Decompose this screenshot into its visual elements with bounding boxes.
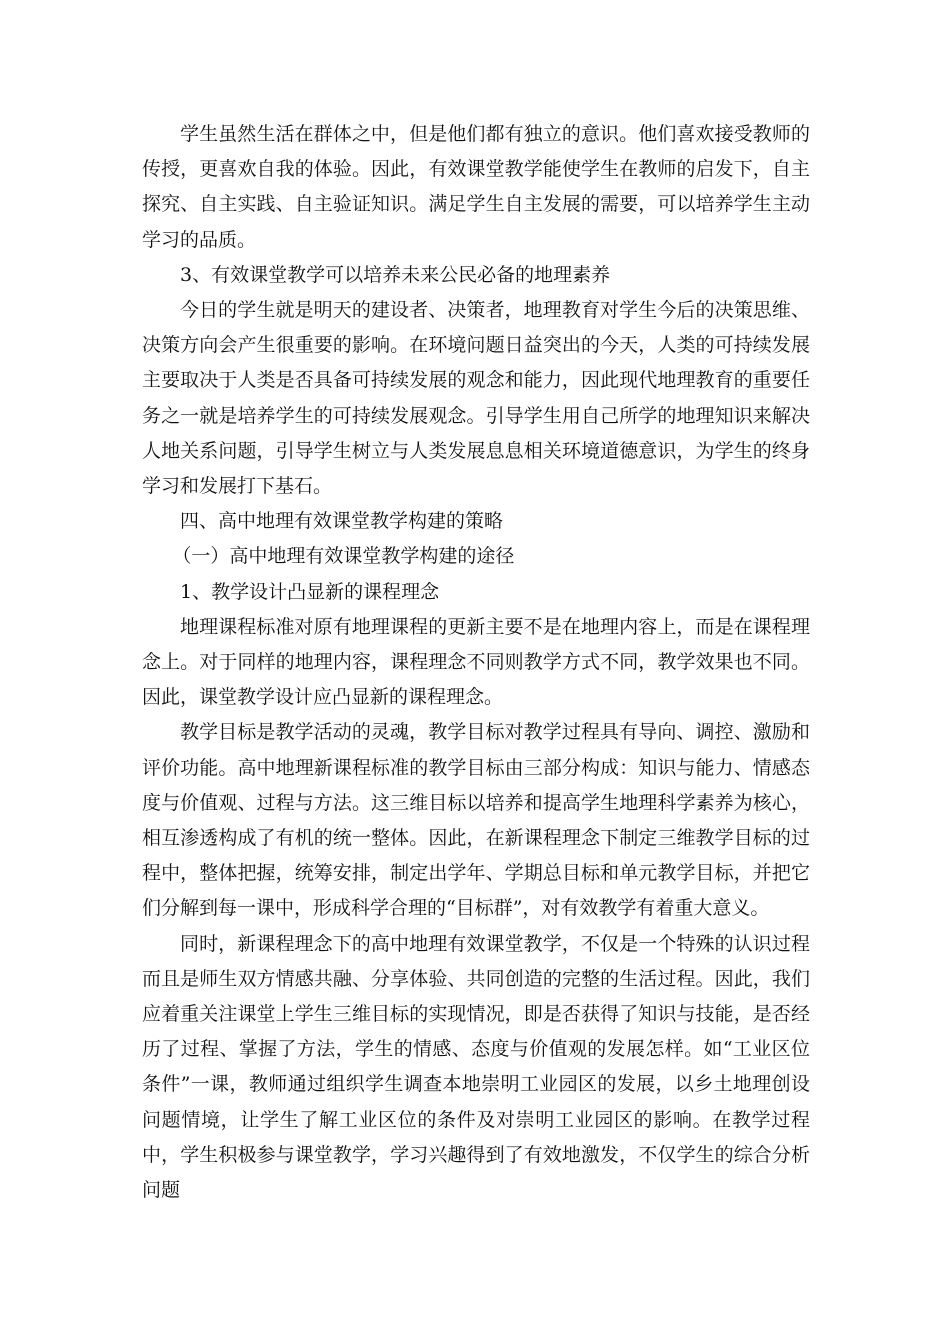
paragraph-student-autonomy: 学生虽然生活在群体之中，但是他们都有独立的意识。他们喜欢接受教师的传授，更喜欢自我的体验。因此，有效课堂教学能使学生在教师的启发下，自主探究、自主实践、自主验证知识。满足学生自主发展的需要，可以培养学生主动学习的品质。 (142, 123, 810, 251)
paragraph-sustainable-development: 今日的学生就是明天的建设者、决策者，地理教育对学生今后的决策思维、决策方向会产生很重要的影响。在环境问题日益突出的今天，人类的可持续发展主要取决于人类是否具备可持续发展的观念和能力，因此现代地理教育的重要任务之一就是培养学生的可持续发展观念。引导学生用自己所学的地理知识来解决人地关系问题，引导学生树立与人类发展息息相关环境道德意识，为学生的终身学习和发展打下基石。 (142, 299, 810, 498)
heading-geography-literacy: 3、有效课堂教学可以培养未来公民必备的地理素养 (180, 263, 611, 286)
heading-teaching-design: 1、教学设计凸显新的课程理念 (180, 580, 440, 603)
heading-subsection-one: （一）高中地理有效课堂教学构建的途径 (172, 545, 515, 568)
document-body (142, 117, 810, 1208)
paragraph-classroom-process: 同时，新课程理念下的高中地理有效课堂教学，不仅是一个特殊的认识过程而且是师生双方情感共融、分享体验、共同创造的完整的生活过程。因此，我们应着重关注课堂上学生三维目标的实现情况，即是否获得了知识与技能，是否经历了过程、掌握了方法，学生的情感、态度与价值观的发展怎样。如“工业区位条件”一课，教师通过组织学生调查本地崇明工业园区的发展，以乡土地理创设问题情境，让学生了解工业区位的条件及对崇明工业园区的影响。在教学过程中，学生积极参与课堂教学，学习兴趣得到了有效地激发，不仅学生的综合分析问题 (142, 932, 810, 1202)
paragraph-curriculum-concept: 地理课程标准对原有地理课程的更新主要不是在地理内容上，而是在课程理念上。对于同样的地理内容，课程理念不同则教学方式不同，教学效果也不同。因此，课堂教学设计应凸显新的课程理念。 (142, 615, 810, 709)
heading-section-four: 四、高中地理有效课堂教学构建的策略 (180, 510, 504, 533)
paragraph-teaching-goals: 教学目标是教学活动的灵魂，教学目标对教学过程具有导向、调控、激励和评价功能。高中地理新课程标准的教学目标由三部分构成：知识与能力、情感态度与价值观、过程与方法。这三维目标以培养和提高学生地理科学素养为核心，相互渗透构成了有机的统一整体。因此，在新课程理念下制定三维教学目标的过程中，整体把握，统筹安排，制定出学年、学期总目标和单元教学目标，并把它们分解到每一课中，形成科学合理的“目标群”，对有效教学有着重大意义。 (142, 721, 810, 920)
